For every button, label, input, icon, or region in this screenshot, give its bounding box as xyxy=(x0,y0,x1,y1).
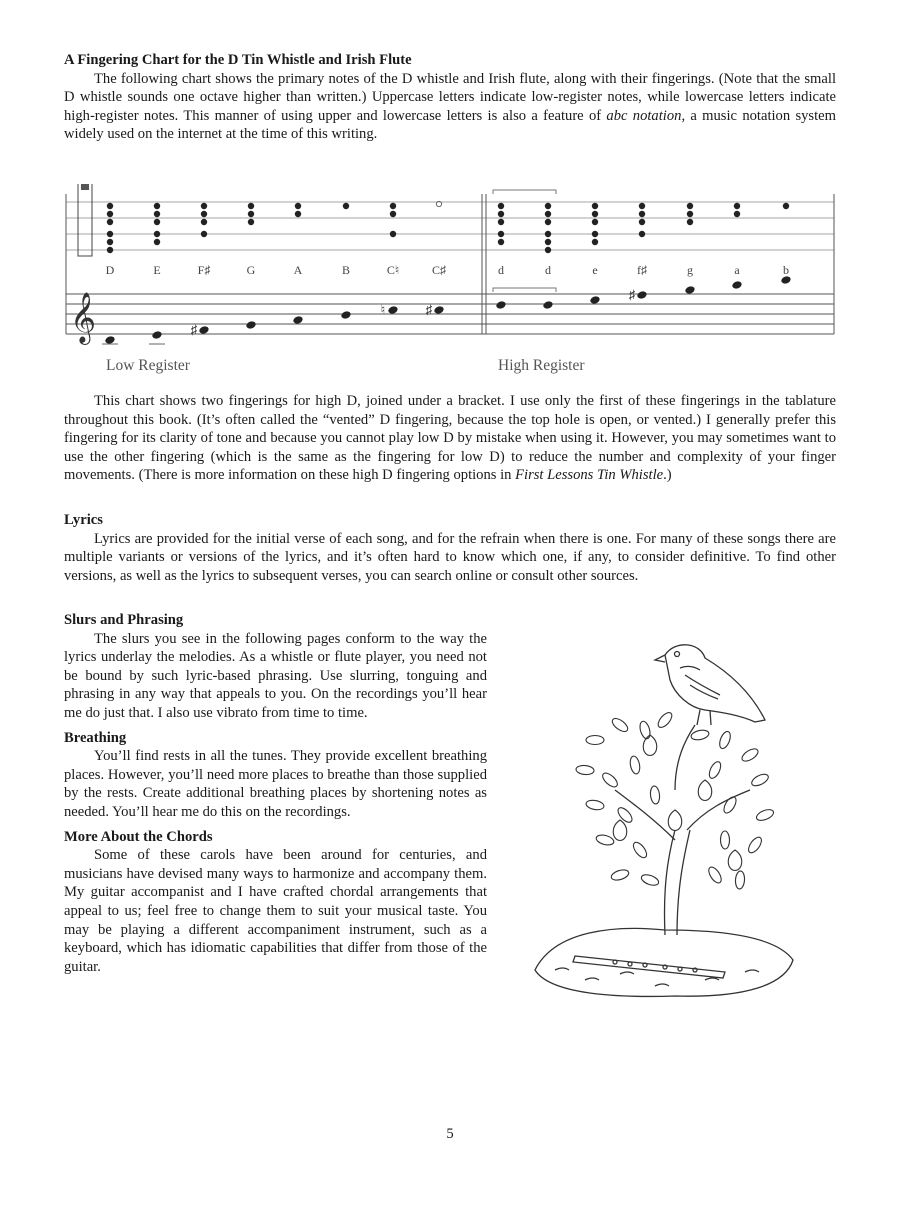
covered-hole-dot xyxy=(107,247,113,253)
covered-hole-dot xyxy=(295,203,301,209)
leaf-shape xyxy=(720,831,729,849)
covered-hole-dot xyxy=(592,203,598,209)
sharp-sign: ♯ xyxy=(425,302,433,317)
note-head xyxy=(340,310,351,320)
note-name-label: C♮ xyxy=(386,263,400,277)
note-name-label: B xyxy=(341,263,351,277)
covered-hole-dot xyxy=(107,219,113,225)
covered-hole-dot xyxy=(545,211,551,217)
note-name-label: d xyxy=(498,263,504,277)
covered-hole-dot xyxy=(107,211,113,217)
covered-hole-dot xyxy=(639,211,645,217)
fingering-column xyxy=(191,203,211,337)
note-name-label: f♯ xyxy=(637,263,647,277)
covered-hole-dot xyxy=(545,203,551,209)
fingering-column xyxy=(684,203,695,295)
pear-shape xyxy=(698,780,712,801)
chart-text-em: First Lessons Tin Whistle xyxy=(515,467,664,484)
leaf-shape xyxy=(735,871,745,890)
note-name-label: e xyxy=(592,263,598,277)
leaf-shape xyxy=(722,795,739,815)
fingering-column xyxy=(381,203,399,317)
covered-hole-dot xyxy=(687,219,693,225)
chart-text-2: .) xyxy=(663,467,672,484)
chords-text: Some of these carols have been around for centuries, and musicians have devised many ways to harmonize and accompany them. My guitar accompanist and I have crafted chordal arrangements that appeal to us; feel free to change them to suit your musical taste. You may be playing a different accompaniment instrument, such as a keyboard, which has idiomatic capabilities that differ from those of the guitar. xyxy=(64,847,487,975)
covered-hole-dot xyxy=(154,231,160,237)
leaf-shape xyxy=(755,807,775,822)
covered-hole-dot xyxy=(783,203,789,209)
note-head xyxy=(542,300,553,310)
leaf-shape xyxy=(595,833,615,846)
chart-columns xyxy=(102,201,792,344)
covered-hole-dot xyxy=(154,219,160,225)
covered-hole-dot xyxy=(107,239,113,245)
covered-hole-dot xyxy=(545,247,551,253)
fingering-column xyxy=(149,203,165,344)
intro-text-1: The following chart shows the primary notes of the D whistle and Irish flute, along with their fingerings. (Note that the small D whistle sounds one octave higher than written.) Uppercase letters indicate low-register notes, while lowercase letters indicate high-register notes. This manner of using upper and lowercase letters is also a feature of xyxy=(64,70,836,124)
leaf-shape xyxy=(600,771,619,790)
leaf-shape xyxy=(631,840,649,860)
covered-hole-dot xyxy=(107,231,113,237)
intro-text-2: , a music notation system widely used on the internet at the time of this writing. xyxy=(64,107,836,143)
note-head xyxy=(636,290,647,300)
intro-text-em: abc notation xyxy=(606,107,682,124)
chords-section xyxy=(64,828,487,977)
leaf-shape xyxy=(746,835,764,855)
slurs-text: The slurs you see in the following pages conform to the way the lyrics underlay the melodies. As a whistle or flute player, you need not be bound by such lyric-based phrasing. Use slurring, tonguing and phrasing in any way that appeals to you. On the recordings you’ll hear me do just that. I also use vibrato from time to time. xyxy=(64,630,487,721)
note-head xyxy=(245,320,256,330)
note-head xyxy=(684,285,695,295)
covered-hole-dot xyxy=(639,203,645,209)
chart-frame xyxy=(66,184,834,345)
pear-shape xyxy=(728,850,742,871)
covered-hole-dot xyxy=(107,203,113,209)
fingering-column xyxy=(731,203,742,290)
register-label-low: Low Register xyxy=(106,357,190,374)
sharp-sign: ♯ xyxy=(190,322,198,337)
natural-sign: ♮ xyxy=(380,302,386,317)
treble-clef-icon: 𝄞 xyxy=(70,292,97,343)
chart-paragraph xyxy=(64,392,836,485)
covered-hole-dot xyxy=(248,211,254,217)
partridge-pear-tree-illustration xyxy=(525,630,800,1015)
note-name-label: d xyxy=(545,263,551,277)
note-name-label: g xyxy=(687,263,693,277)
covered-hole-dot xyxy=(390,211,396,217)
chart-text-1: This chart shows two fingerings for high D, joined under a bracket. I use only the first of these fingerings in the tablature throughout this book. (It’s often called the “vented” D fingering, because the top hole is open, or vented.) I generally prefer this fingering for its clarity of tone and because you cannot play low D by mistake when using it. However, you may sometimes want to use the other fingering (which is the same as the fingering for low D) to reduce the number and complexity of your finger movements. (There is more information on these high D fingering options in xyxy=(64,393,836,484)
register-label-high: High Register xyxy=(498,357,585,374)
note-name-label: E xyxy=(153,263,161,277)
leaf-shape xyxy=(750,772,770,788)
covered-hole-dot xyxy=(592,219,598,225)
covered-hole-dot xyxy=(734,211,740,217)
fingering-chart xyxy=(64,184,836,384)
covered-hole-dot xyxy=(201,211,207,217)
high-d-bracket-top xyxy=(493,190,556,194)
breathing-heading: Breathing xyxy=(64,729,127,746)
note-head xyxy=(104,335,115,345)
covered-hole-dot xyxy=(201,219,207,225)
leaf-shape xyxy=(650,786,661,805)
covered-hole-dot xyxy=(498,239,504,245)
note-name-label: A xyxy=(293,263,303,277)
covered-hole-dot xyxy=(201,203,207,209)
covered-hole-dot xyxy=(390,231,396,237)
note-name-label: D xyxy=(105,263,115,277)
covered-hole-dot xyxy=(639,219,645,225)
note-name-label: C♯ xyxy=(431,263,447,277)
covered-hole-dot xyxy=(390,203,396,209)
covered-hole-dot xyxy=(545,239,551,245)
chart-explanation xyxy=(64,392,836,485)
lyrics-section xyxy=(64,511,836,585)
covered-hole-dot xyxy=(545,219,551,225)
lyrics-text: Lyrics are provided for the initial verse of each song, and for the refrain when there is one. For many of these songs there are multiple variants or versions of the lyrics, and it’s often hard to know which one, if any, to consider definitive. To find other versions, as well as the lyrics to subsequent verses, you can search online or consult other sources. xyxy=(64,530,836,584)
covered-hole-dot xyxy=(545,231,551,237)
fingering-column xyxy=(292,203,303,325)
covered-hole-dot xyxy=(498,211,504,217)
high-d-bracket-bottom xyxy=(493,288,556,292)
covered-hole-dot xyxy=(592,231,598,237)
intro-heading: A Fingering Chart for the D Tin Whistle and Irish Flute xyxy=(64,52,412,68)
fingering-column xyxy=(780,203,791,285)
note-head xyxy=(387,305,398,315)
fingering-column xyxy=(245,203,256,330)
covered-hole-dot xyxy=(639,231,645,237)
covered-hole-dot xyxy=(343,203,349,209)
note-name-label: b xyxy=(783,263,789,277)
covered-hole-dot xyxy=(498,219,504,225)
pear-shape xyxy=(613,820,627,841)
breathing-text: You’ll find rests in all the tunes. They provide excellent breathing places. However, you’ll need more places to breathe than those supplied by the rests. Create additional breathing places by shortening notes as needed. You’ll hear me do this on the recordings. xyxy=(64,748,487,820)
note-name-label: F♯ xyxy=(197,263,211,277)
leaf-shape xyxy=(586,736,604,745)
covered-hole-dot xyxy=(498,231,504,237)
covered-hole-dot xyxy=(154,211,160,217)
covered-hole-dot xyxy=(687,211,693,217)
note-head xyxy=(495,300,506,310)
left-column xyxy=(64,611,487,982)
note-head xyxy=(292,315,303,325)
covered-hole-dot xyxy=(248,203,254,209)
intro-section xyxy=(64,51,836,144)
leaf-shape xyxy=(656,710,675,729)
leaf-shape xyxy=(640,873,660,888)
breathing-section xyxy=(64,729,487,822)
intro-paragraph xyxy=(64,70,836,144)
covered-hole-dot xyxy=(498,203,504,209)
covered-hole-dot xyxy=(687,203,693,209)
covered-hole-dot xyxy=(248,219,254,225)
covered-hole-dot xyxy=(154,239,160,245)
whistle-icon xyxy=(78,184,92,256)
chords-heading: More About the Chords xyxy=(64,828,213,845)
whistle-mouthpiece-icon xyxy=(81,184,89,190)
covered-hole-dot xyxy=(592,239,598,245)
note-head xyxy=(433,305,444,315)
sharp-sign: ♯ xyxy=(628,287,636,302)
slurs-section xyxy=(64,611,487,723)
note-head xyxy=(151,330,162,340)
covered-hole-dot xyxy=(295,211,301,217)
fingering-column xyxy=(102,203,118,345)
covered-hole-dot xyxy=(201,231,207,237)
leaf-shape xyxy=(707,760,723,780)
leaf-shape xyxy=(638,720,652,740)
leaf-shape xyxy=(706,865,723,885)
leaf-shape xyxy=(740,746,760,763)
note-head xyxy=(589,295,600,305)
note-name-label: G xyxy=(246,263,256,277)
leaf-shape xyxy=(576,765,595,776)
pear-shape xyxy=(668,810,682,831)
leaf-shape xyxy=(629,755,641,774)
slurs-heading: Slurs and Phrasing xyxy=(64,612,184,628)
leaf-shape xyxy=(610,868,630,882)
note-head xyxy=(198,325,209,335)
note-name-label: a xyxy=(734,263,740,277)
covered-hole-dot xyxy=(734,203,740,209)
leaf-shape xyxy=(718,730,733,750)
fingering-column xyxy=(426,201,446,317)
fingering-column xyxy=(340,203,351,320)
page-number: 5 xyxy=(446,1126,454,1142)
note-head xyxy=(731,280,742,290)
covered-hole-dot xyxy=(592,211,598,217)
leaf-shape xyxy=(585,799,604,811)
covered-hole-dot xyxy=(154,203,160,209)
lyrics-heading: Lyrics xyxy=(64,512,103,528)
leaf-shape xyxy=(610,716,630,734)
leaf-shape xyxy=(690,729,709,742)
